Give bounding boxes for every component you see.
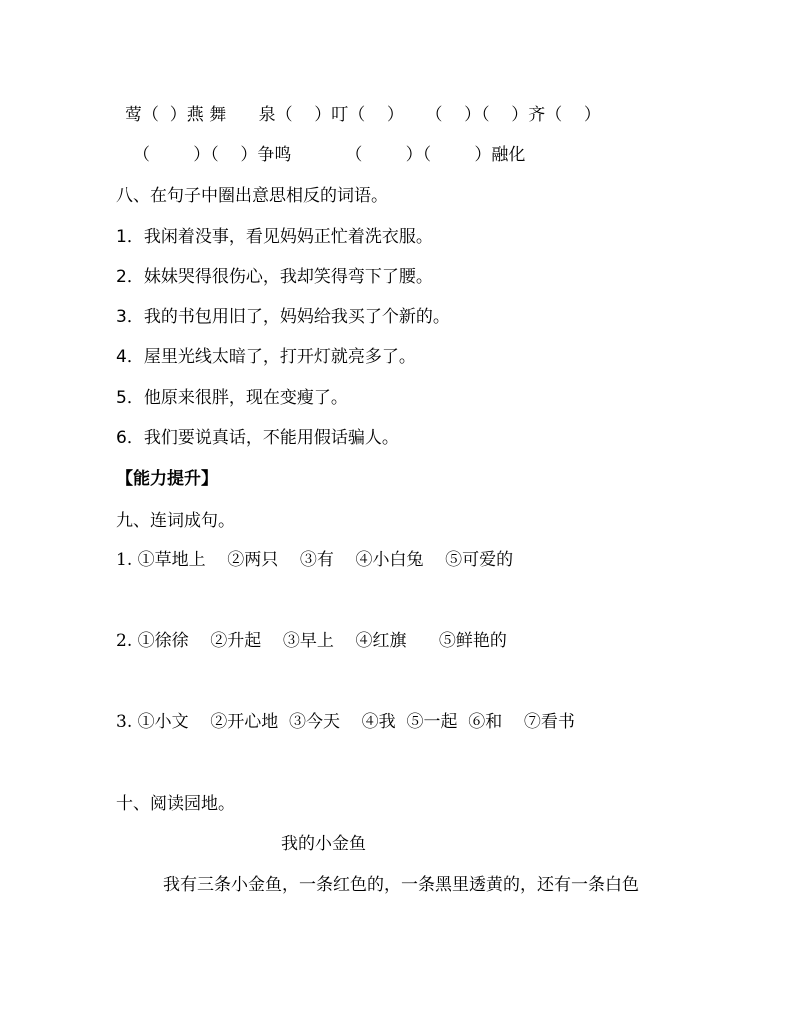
section-8-item-4: 4．屋里光线太暗了，打开灯就亮多了。: [116, 347, 416, 367]
ability-heading: 【能力提升】: [116, 469, 218, 489]
section-9-item-1: 1. ①草地上 ②两只 ③有 ④小白兔 ⑤可爱的: [116, 550, 514, 570]
section-10-title: 十、阅读园地。: [116, 794, 235, 814]
story-paragraph: 我有三条小金鱼，一条红色的，一条黑里透黄的，还有一条白色: [163, 875, 639, 895]
section-9-item-2: 2. ①徐徐 ②升起 ③早上 ④红旗 ⑤鲜艳的: [116, 631, 507, 651]
section-8-item-5: 5．他原来很胖，现在变瘦了。: [116, 388, 348, 408]
fill-blank-row-2: （ ）（ ）争鸣 （ ）（ ）融化: [133, 145, 526, 165]
section-8-item-1: 1．我闲着没事，看见妈妈正忙着洗衣服。: [116, 227, 433, 247]
story-title: 我的小金鱼: [281, 834, 366, 854]
section-8-item-6: 6．我们要说真话，不能用假话骗人。: [116, 428, 399, 448]
section-8-title: 八、在句子中圈出意思相反的词语。: [116, 186, 388, 206]
section-9-item-3: 3. ①小文 ②开心地 ③今天 ④我 ⑤一起 ⑥和 ⑦看书: [116, 712, 575, 732]
fill-blank-row-1: 莺（ ）燕 舞 泉（ ）叮（ ） （ ）（ ）齐（ ）: [125, 105, 601, 125]
section-8-item-2: 2．妹妹哭得很伤心，我却笑得弯下了腰。: [116, 267, 433, 287]
section-9-title: 九、连词成句。: [116, 511, 235, 531]
section-8-item-3: 3．我的书包用旧了，妈妈给我买了个新的。: [116, 307, 450, 327]
